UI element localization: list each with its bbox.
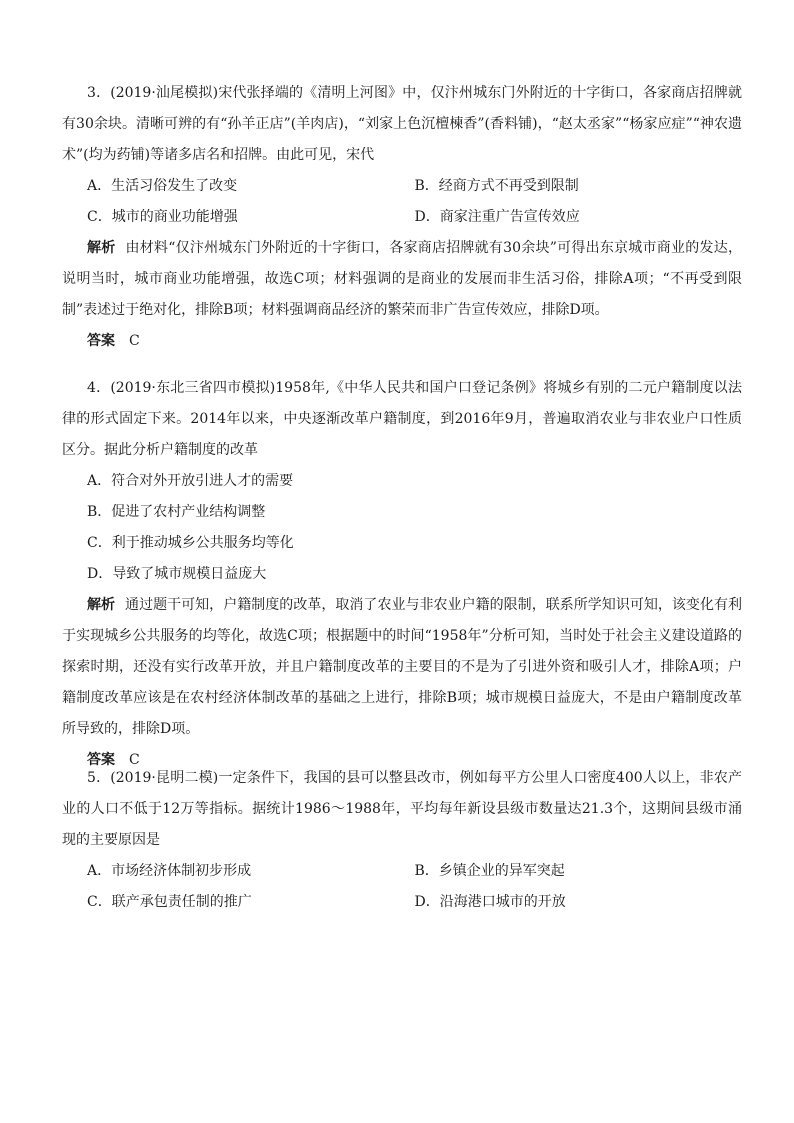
analysis-label: 解析 (87, 597, 116, 613)
analysis (62, 233, 742, 326)
options (62, 466, 742, 590)
option-b: B．经商方式不再受到限制 (414, 178, 579, 194)
option-b: B．促进了农村产业结构调整 (87, 504, 266, 520)
answer-label: 答案 (87, 333, 115, 349)
analysis-text: 通过题干可知，户籍制度的改革，取消了农业与非农业户籍的限制，联系所学知识可知，该变化有利于实现城乡公共服务的均等化，故选C项；根据题中的时间“1958年”分析可知，当时处于社会主义建设道路的探索时期，还没有实行改革开放，并且户籍制度改革的主要目的不是为了引进外资和吸引人才，排除A项；户籍制度改革应该是在农村经济体制改革的基础之上进行，排除B项；城市规模日益庞大，不是由户籍制度改革所导致的，排除D项。 (62, 597, 742, 737)
option-b: B．乡镇企业的异军突起 (414, 863, 565, 879)
option-a: A．市场经济体制初步形成 (87, 863, 252, 879)
question-5 (62, 763, 742, 918)
question-stem: 3．(2019·汕尾模拟)宋代张择端的《清明上河图》中，仅汴州城东门外附近的十字街口，各家商店招牌就有30余块。清晰可辨的有“孙羊正店”(羊肉店)，“刘家上色沉檀楝香”(香料铺)，“赵太丞家”“杨家应症”“神农遗术”(均为药铺)等诸多店名和招牌。由此可见，宋代 (62, 85, 742, 163)
option-d: D．导致了城市规模日益庞大 (87, 566, 267, 582)
option-c: C．利于推动城乡公共服务均等化 (87, 535, 294, 551)
option-c: C．城市的商业功能增强 (87, 209, 238, 225)
option-a: A．生活习俗发生了改变 (87, 178, 238, 194)
analysis-text: 由材料“仅汴州城东门外附近的十字街口，各家商店招牌就有30余块”可得出东京城市商业的发达，说明当时，城市商业功能增强，故选C项；材料强调的是商业的发展而非生活习俗，排除A项；“不再受到限制”表述过于绝对化，排除B项；材料强调商品经济的繁荣而非广告宣传效应，排除D项。 (62, 240, 742, 318)
question-stem: 4．(2019·东北三省四市模拟)1958年,《中华人民共和国户口登记条例》将城乡有别的二元户籍制度以法律的形式固定下来。2014年以来，中央逐渐改革户籍制度，到2016年9月，普遍取消农业与非农业户口性质区分。据此分析户籍制度的改革 (62, 380, 742, 458)
option-c: C．联产承包责任制的推广 (87, 894, 252, 910)
answer-label: 答案 (87, 752, 115, 768)
question-stem: 5．(2019·昆明二模)一定条件下，我国的县可以整县改市，例如每平方公里人口密度400人以上，非农产业的人口不低于12万等指标。据统计1986～1988年，平均每年新设县级市数量达21.3个，这期间县级市涌现的主要原因是 (62, 770, 742, 848)
options (62, 856, 742, 918)
answer-value: C (129, 333, 140, 349)
options (62, 171, 742, 233)
option-a: A．符合对外开放引进人才的需要 (87, 473, 294, 489)
analysis-label: 解析 (87, 240, 116, 256)
option-d: D．沿海港口城市的开放 (414, 894, 566, 910)
analysis (62, 590, 742, 745)
question-3 (62, 78, 742, 357)
option-d: D．商家注重广告宣传效应 (414, 209, 580, 225)
answer (62, 326, 742, 357)
answer-value: C (129, 752, 140, 768)
question-4 (62, 373, 742, 776)
